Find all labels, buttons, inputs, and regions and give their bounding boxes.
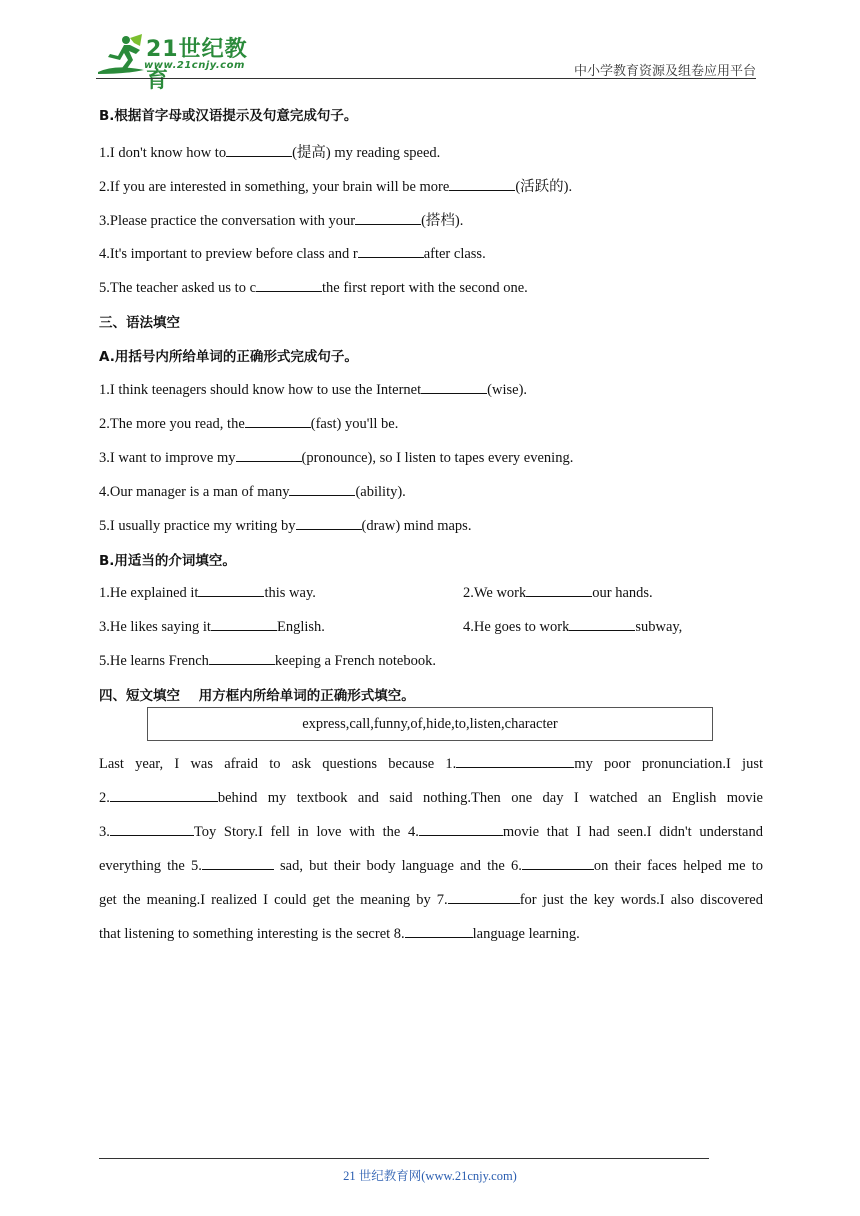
page-header xyxy=(96,30,756,93)
footer-divider xyxy=(99,1158,709,1159)
question-item: 1.He explained it this way. xyxy=(99,582,316,602)
answer-blank[interactable] xyxy=(296,515,362,530)
answer-blank-5[interactable] xyxy=(202,855,274,870)
question-item: 1.I don't know how to (提高) my reading speed. xyxy=(99,141,440,162)
header-platform-text: 中小学教育资源及组卷应用平台 xyxy=(573,64,756,79)
passage-line: 2. behind my textbook and said nothing.Then one day I watched an English movie xyxy=(99,787,763,807)
answer-blank[interactable] xyxy=(421,379,487,394)
passage-line: everything the 5. sad, but their body language and the 6. on their faces helped me to xyxy=(99,855,763,875)
answer-blank-8[interactable] xyxy=(405,923,473,938)
passage-line: get the meaning.I realized I could get the meaning by 7. for just the key words.I also discovered xyxy=(99,889,763,909)
question-item: 4.It's important to preview before class and r after class. xyxy=(99,243,486,263)
section-title: B.根据首字母或汉语提示及句意完成句子。 xyxy=(99,108,358,124)
question-item: 5.The teacher asked us to c the first report with the second one. xyxy=(99,277,528,297)
question-item: 3.He likes saying it English. xyxy=(99,616,325,636)
question-item: 4.He goes to work subway, xyxy=(463,616,682,636)
question-item: 5.He learns French keeping a French notebook. xyxy=(99,650,436,670)
answer-blank[interactable] xyxy=(289,481,355,496)
question-item: 2.We work our hands. xyxy=(463,582,653,602)
answer-blank[interactable] xyxy=(526,582,592,597)
footer-text[interactable]: 21 世纪教育网(www.21cnjy.com) xyxy=(343,1169,517,1183)
section-title: 三、语法填空 xyxy=(99,315,180,331)
logo-url: www.21cnjy.com xyxy=(144,60,245,71)
question-item: 3.I want to improve my (pronounce), so I listen to tapes every evening. xyxy=(99,447,573,467)
word-box: express,call,funny,of,hide,to,listen,character xyxy=(147,707,713,741)
answer-blank[interactable] xyxy=(569,616,635,631)
answer-blank-6[interactable] xyxy=(522,855,594,870)
passage-line: 3. Toy Story.I fell in love with the 4. movie that I had seen.I didn't understand xyxy=(99,821,763,841)
logo-text: 21世纪教育 xyxy=(146,37,248,93)
passage-line: Last year, I was afraid to ask questions because 1. my poor pronunciation.I just xyxy=(99,753,763,773)
answer-blank-1[interactable] xyxy=(456,753,574,768)
header-divider xyxy=(96,78,756,79)
answer-blank[interactable] xyxy=(449,176,515,191)
question-item: 4.Our manager is a man of many (ability). xyxy=(99,481,406,501)
answer-blank[interactable] xyxy=(198,582,264,597)
answer-blank[interactable] xyxy=(358,243,424,258)
passage-line: that listening to something interesting is the secret 8. language learning. xyxy=(99,923,580,943)
question-item: 1.I think teenagers should know how to use the Internet (wise). xyxy=(99,379,527,399)
answer-blank[interactable] xyxy=(355,210,421,225)
question-item: 2.If you are interested in something, your brain will be more (活跃的). xyxy=(99,175,572,196)
answer-blank[interactable] xyxy=(236,447,302,462)
answer-blank[interactable] xyxy=(245,413,311,428)
section-title: 四、短文填空 用方框内所给单词的正确形式填空。 xyxy=(99,688,415,704)
answer-blank-4[interactable] xyxy=(419,821,503,836)
answer-blank[interactable] xyxy=(256,277,322,292)
answer-blank-2[interactable] xyxy=(110,787,218,802)
subsection-title: A.用括号内所给单词的正确形式完成句子。 xyxy=(99,349,358,365)
site-logo xyxy=(96,34,266,93)
question-item: 3.Please practice the conversation with your (搭档). xyxy=(99,209,463,230)
answer-blank[interactable] xyxy=(211,616,277,631)
question-item: 5.I usually practice my writing by (draw) mind maps. xyxy=(99,515,471,535)
answer-blank[interactable] xyxy=(209,650,275,665)
answer-blank-7[interactable] xyxy=(448,889,520,904)
question-item: 2.The more you read, the (fast) you'll be. xyxy=(99,413,398,433)
answer-blank[interactable] xyxy=(226,142,292,157)
answer-blank-3[interactable] xyxy=(110,821,194,836)
subsection-title: B.用适当的介词填空。 xyxy=(99,553,236,569)
